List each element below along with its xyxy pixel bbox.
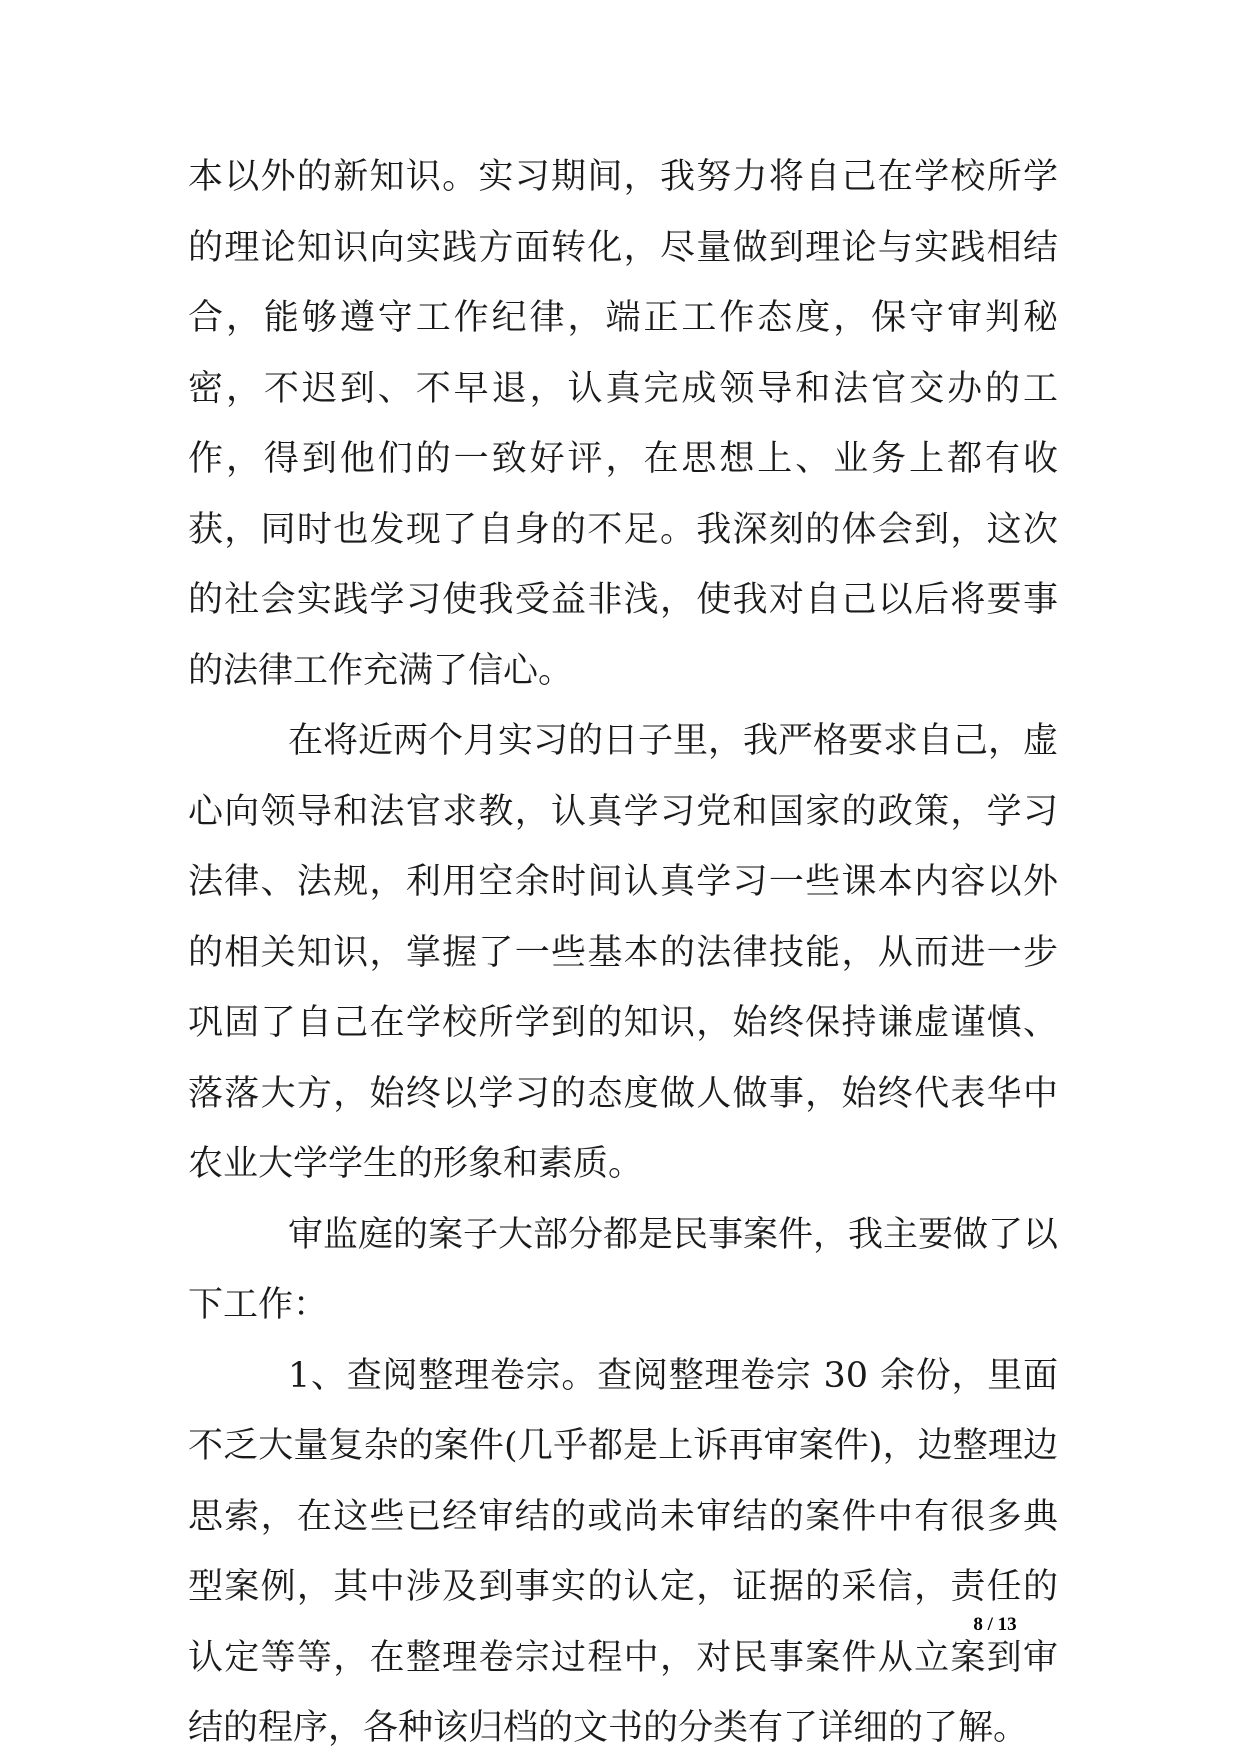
body-text bbox=[188, 142, 1058, 1764]
paragraph-3: 审监庭的案子大部分都是民事案件，我主要做了以下工作： bbox=[188, 1214, 1059, 1325]
paragraph-1: 本以外的新知识。实习期间，我努力将自己在学校所学的理论知识向实践方面转化，尽量做到理论与实践相结合，能够遵守工作纪律，端正工作态度，保守审判秘密，不迟到、不早退，认真完成领导和法官交办的工作，得到他们的一致好评，在思想上、业务上都有收获，同时也发现了自身的不足。我深刻的体会到，这次的社会实践学习使我受益非浅，使我对自己以后将要事的法律工作充满了信心。 bbox=[188, 157, 1058, 691]
page-number: 8 / 13 bbox=[973, 1614, 1017, 1635]
paragraph-2: 在将近两个月实习的日子里，我严格要求自己，虚心向领导和法官求教，认真学习党和国家的政策，学习法律、法规，利用空余时间认真学习一些课本内容以外的相关知识，掌握了一些基本的法律技能，从而进一步巩固了自己在学校所学到的知识，始终保持谦虚谨慎、落落大方，始终以学习的态度做人做事，始终代表华中农业大学学生的形象和素质。 bbox=[188, 721, 1059, 1184]
paragraph-4: 1、查阅整理卷宗。查阅整理卷宗 30 余份，里面不乏大量复杂的案件(几乎都是上诉再审案件)，边整理边思索，在这些已经审结的或尚未审结的案件中有很多典型案例，其中涉及到事实的认定，证据的采信，责任的认定等等，在整理卷宗过程中，对民事案件从立案到审结的程序，各种该归档的文书的分类有了详细的了解。 bbox=[188, 1355, 1058, 1748]
